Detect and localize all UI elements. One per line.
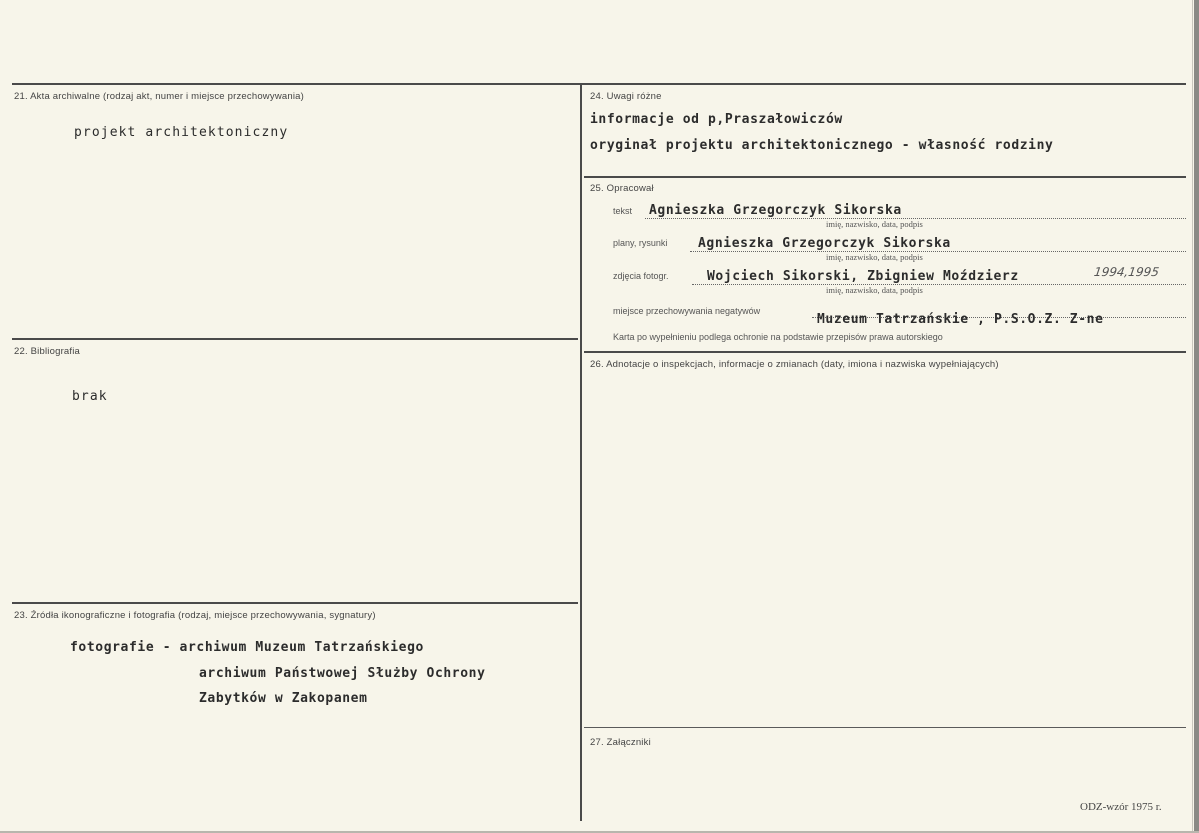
rule-25-26 xyxy=(584,351,1186,353)
plany-label: plany, rysunki xyxy=(613,238,668,248)
plany-dotted-line xyxy=(690,251,1186,252)
section-22-label: 22. Bibliografia xyxy=(14,346,81,357)
zdjecia-value: Wojciech Sikorski, Zbigniew Moździerz xyxy=(707,269,1019,284)
zdjecia-dotted-line xyxy=(692,284,1186,285)
section-22-value: brak xyxy=(72,389,108,404)
section-23-line-3: Zabytków w Zakopanem xyxy=(199,691,368,706)
section-27-label: 27. Załączniki xyxy=(590,737,651,748)
form-code: ODZ-wzór 1975 r. xyxy=(1080,801,1162,813)
section-26-label: 26. Adnotacje o inspekcjach, informacje o zmianach (daty, imiona i nazwiska wypełniających) xyxy=(590,359,999,370)
section-23-line-1: fotografie - archiwum Muzeum Tatrzańskiego xyxy=(70,640,424,655)
section-25-label: 25. Opracował xyxy=(590,183,654,194)
negatywy-value: Muzeum Tatrzańskie , P.S.O.Z. Z-ne xyxy=(817,312,1104,327)
rule-21-22 xyxy=(12,338,578,340)
section-24-line-2: oryginał projektu architektonicznego - własność rodziny xyxy=(590,138,1054,153)
section-24-line-1: informacje od p,Praszałowiczów xyxy=(590,112,843,127)
zdjecia-label: zdjęcia fotogr. xyxy=(613,271,669,281)
tekst-value: Agnieszka Grzegorczyk Sikorska xyxy=(649,203,902,218)
zdjecia-years-handwritten: 1994,1995 xyxy=(1093,265,1160,279)
tekst-label: tekst xyxy=(613,206,633,216)
copyright-notice: Karta po wypełnieniu podlega ochronie na podstawie przepisów prawa autorskiego xyxy=(613,332,943,342)
section-24-label: 24. Uwagi różne xyxy=(590,91,662,102)
section-23-line-2: archiwum Państwowej Służby Ochrony xyxy=(199,666,486,681)
negatywy-label: miejsce przechowywania negatywów xyxy=(613,306,761,316)
top-rule xyxy=(12,83,1186,85)
section-23-label: 23. Źródła ikonograficzne i fotografia (rodzaj, miejsce przechowywania, sygnatury) xyxy=(14,610,376,621)
plany-caption: imię, nazwisko, data, podpis xyxy=(826,252,923,262)
card-edge-shadow xyxy=(1192,0,1193,833)
zdjecia-caption: imię, nazwisko, data, podpis xyxy=(826,285,923,295)
rule-22-23 xyxy=(12,602,578,604)
section-21-label: 21. Akta archiwalne (rodzaj akt, numer i miejsce przechowywania) xyxy=(14,91,305,102)
plany-value: Agnieszka Grzegorczyk Sikorska xyxy=(698,236,951,251)
rule-26-27 xyxy=(584,727,1186,728)
rule-24-25 xyxy=(584,176,1186,178)
section-21-value: projekt architektoniczny xyxy=(74,125,289,140)
center-divider xyxy=(580,83,582,821)
tekst-caption: imię, nazwisko, data, podpis xyxy=(826,219,923,229)
card-edge-right xyxy=(1194,0,1199,833)
